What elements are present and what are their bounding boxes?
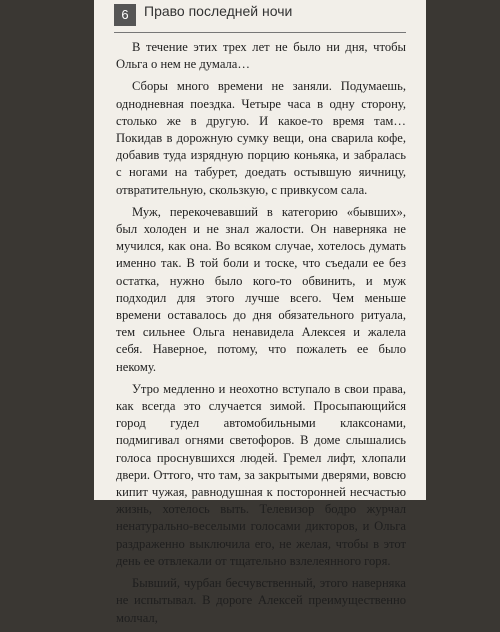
header-rule [114,32,406,33]
page-body [116,39,406,632]
paragraph: В течение этих трех лет не было ни дня, чтобы Ольга о нем не думала… [116,40,406,72]
paragraph: Муж, перекочевавший в категорию «бывших», был холоден и не знал жалости. Он наверняка не мучился, как она. Во всяком случае, хотелось думать именно так. В той боли и тоске, что съедали ее без остатка, нужно было кого-то обвинить, и муж подходил для этого лучше всего. Чем меньше времени оставалось до дня обязательного ритуала, тем сильнее Ольга ненавидела Алексея и жалела себя. Наверное, потому, что пожалеть ее было некому. [116,204,406,374]
page-number: 6 [114,4,136,26]
running-title: Право последней ночи [144,3,293,19]
paragraph: Утро медленно и неохотно вступало в свои права, как всегда это случается зимой. Просыпающийся город гудел автомобильными клаксонами, подмигивал огнями светофоров. В доме слышались голоса проснувшихся людей. Гремел лифт, хлопали двери. Оттого, что там, за закрытыми дверями, вовсю кипит чужая, равнодушная к посторонней несчастью жизнь, хотелось выть. Телевизор бодро журчал ненатурально-веселыми голосами дикторов, и Ольга раздраженно выключила его, не желая, чтобы в этот день ее отвлекали от тщательно взлелеянного горя. [116,381,406,568]
page-header [94,0,426,40]
paragraph: Бывший, чурбан бесчувственный, этого наверняка не испытывал. В дороге Алексей преимущественно молчал, [116,576,406,625]
book-page [94,0,426,625]
paragraph: Сборы много времени не заняли. Подумаешь, однодневная поездка. Четыре часа в одну сторону, столько же в другую. И какое-то время там… Покидав в дорожную сумку вещи, она сварила кофе, добавив туда изрядную порцию коньяка, и забралась с ногами на табурет, доедать остывшую яичницу, отвратительную, скользкую, с привкусом сала. [116,79,406,197]
